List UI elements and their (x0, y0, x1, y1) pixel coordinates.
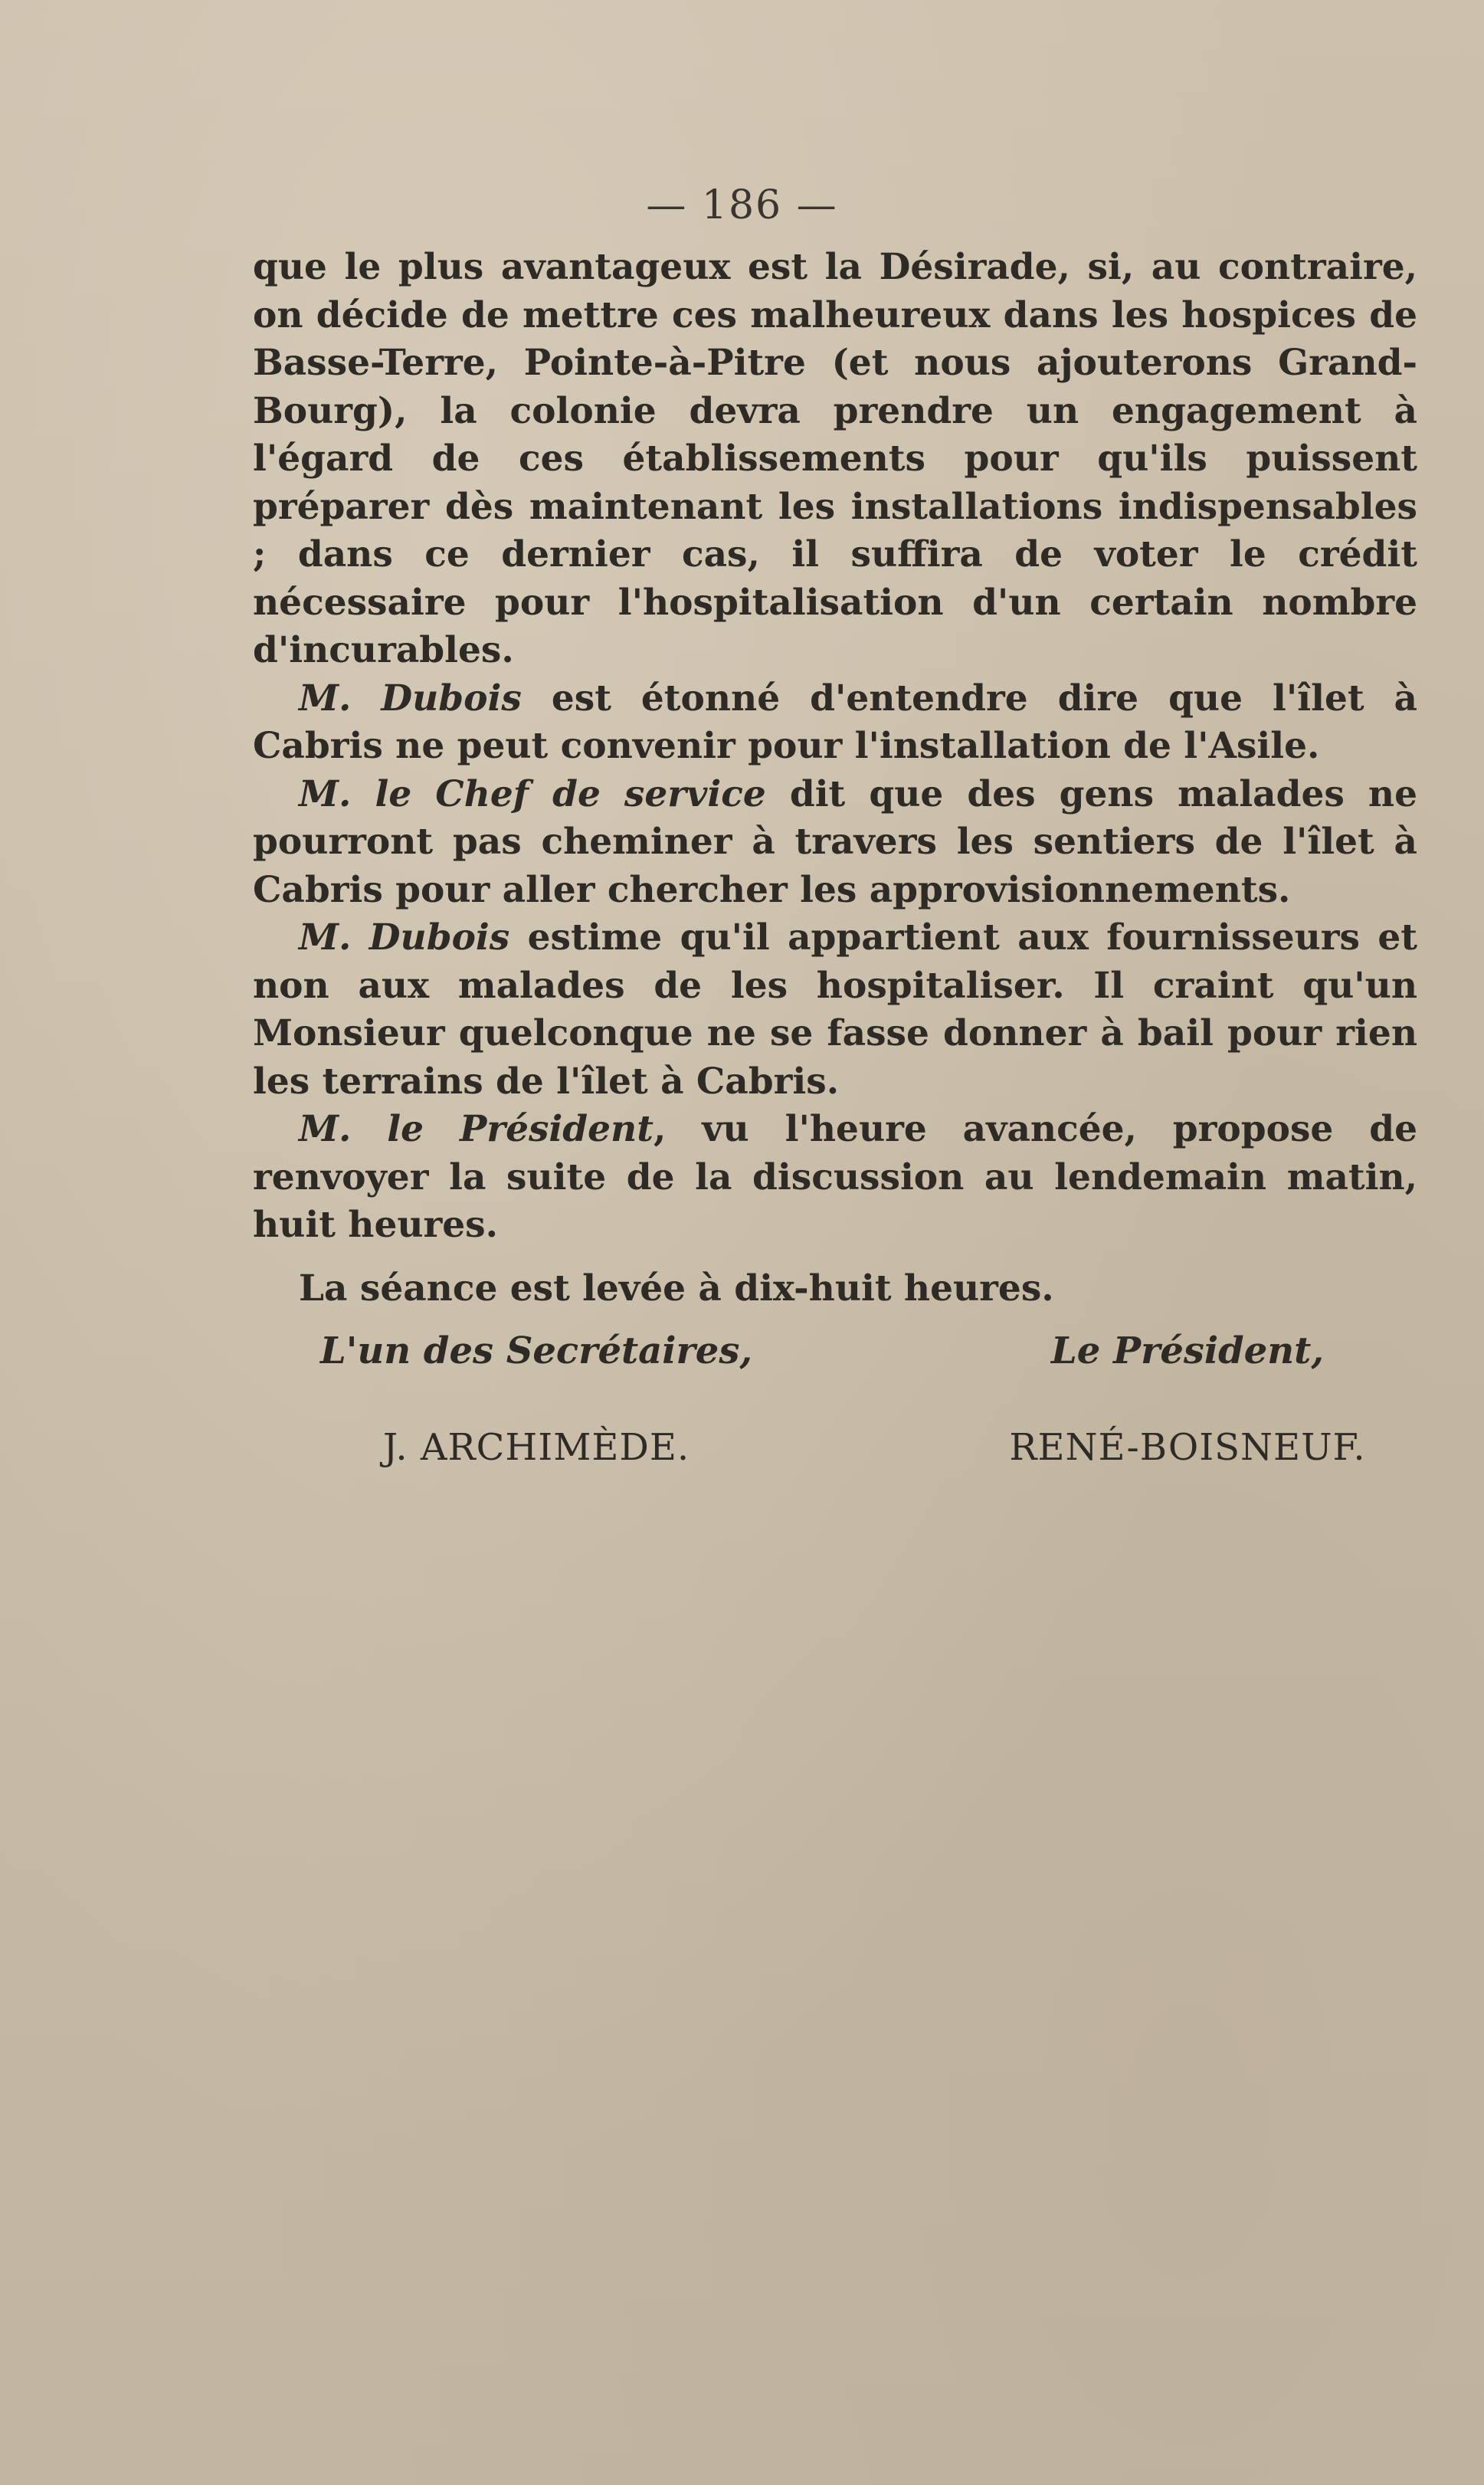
speaker-name: M. Dubois (299, 677, 522, 720)
speaker-name: M. Dubois (299, 916, 510, 959)
speaker-name: M. le Chef de service (299, 772, 766, 815)
paragraph-text: dit que des gens malades ne pourront pas cheminer à travers les sentiers de l'îlet à Cabris pour aller chercher les approvisionnements. (253, 772, 1418, 911)
speaker-name: M. le Président (299, 1108, 654, 1150)
paragraph-text: que le plus avantageux est la Désirade, si, au contraire, on décide de mettre ces malheureux dans les hospices de Basse-Terre, Pointe-à-Pitre (et nous ajouterons Grand-Bourg), la colonie devra prendre un engagement à l'égard de ces établissements pour qu'ils puissent préparer dès maintenant les installations indispensables ; dans ce dernier cas, il suffira de voter le crédit nécessaire pour l'hospitalisation d'un certain nombre d'incurables. (253, 246, 1417, 671)
signature-president (958, 1329, 1417, 1469)
page-number: — 186 — (646, 182, 838, 228)
paragraph-continuation (253, 244, 1417, 675)
signature-role: L'un des Secrétaires, (319, 1329, 753, 1372)
paragraph-president (253, 1106, 1417, 1250)
paragraph-text: estime qu'il appartient aux fournisseurs et non aux malades de les hospitaliser. Il craint qu'un Monsieur quelconque ne se fasse donner à bail pour rien les terrains de l'îlet à Cabris. (253, 916, 1417, 1103)
signature-name: RENÉ-BOISNEUF. (1009, 1426, 1366, 1469)
paragraph-text: , vu l'heure avancée, propose de renvoyer la suite de la discussion au lendemain matin, huit heures. (253, 1108, 1418, 1246)
paragraph-chef-de-service (253, 771, 1417, 915)
signature-name: J. ARCHIMÈDE. (382, 1426, 690, 1469)
paragraph-text: est étonné d'entendre dire que l'îlet à Cabris ne peut convenir pour l'installation de l'Asile. (253, 677, 1417, 767)
paragraph-dubois-1 (253, 675, 1417, 771)
signature-role: Le Président, (1050, 1329, 1325, 1372)
paragraph-dubois-2 (253, 914, 1417, 1106)
signature-secretary (306, 1329, 766, 1469)
minutes-body (253, 244, 1417, 1313)
closing-statement: La séance est levée à dix-huit heures. (299, 1267, 1054, 1310)
